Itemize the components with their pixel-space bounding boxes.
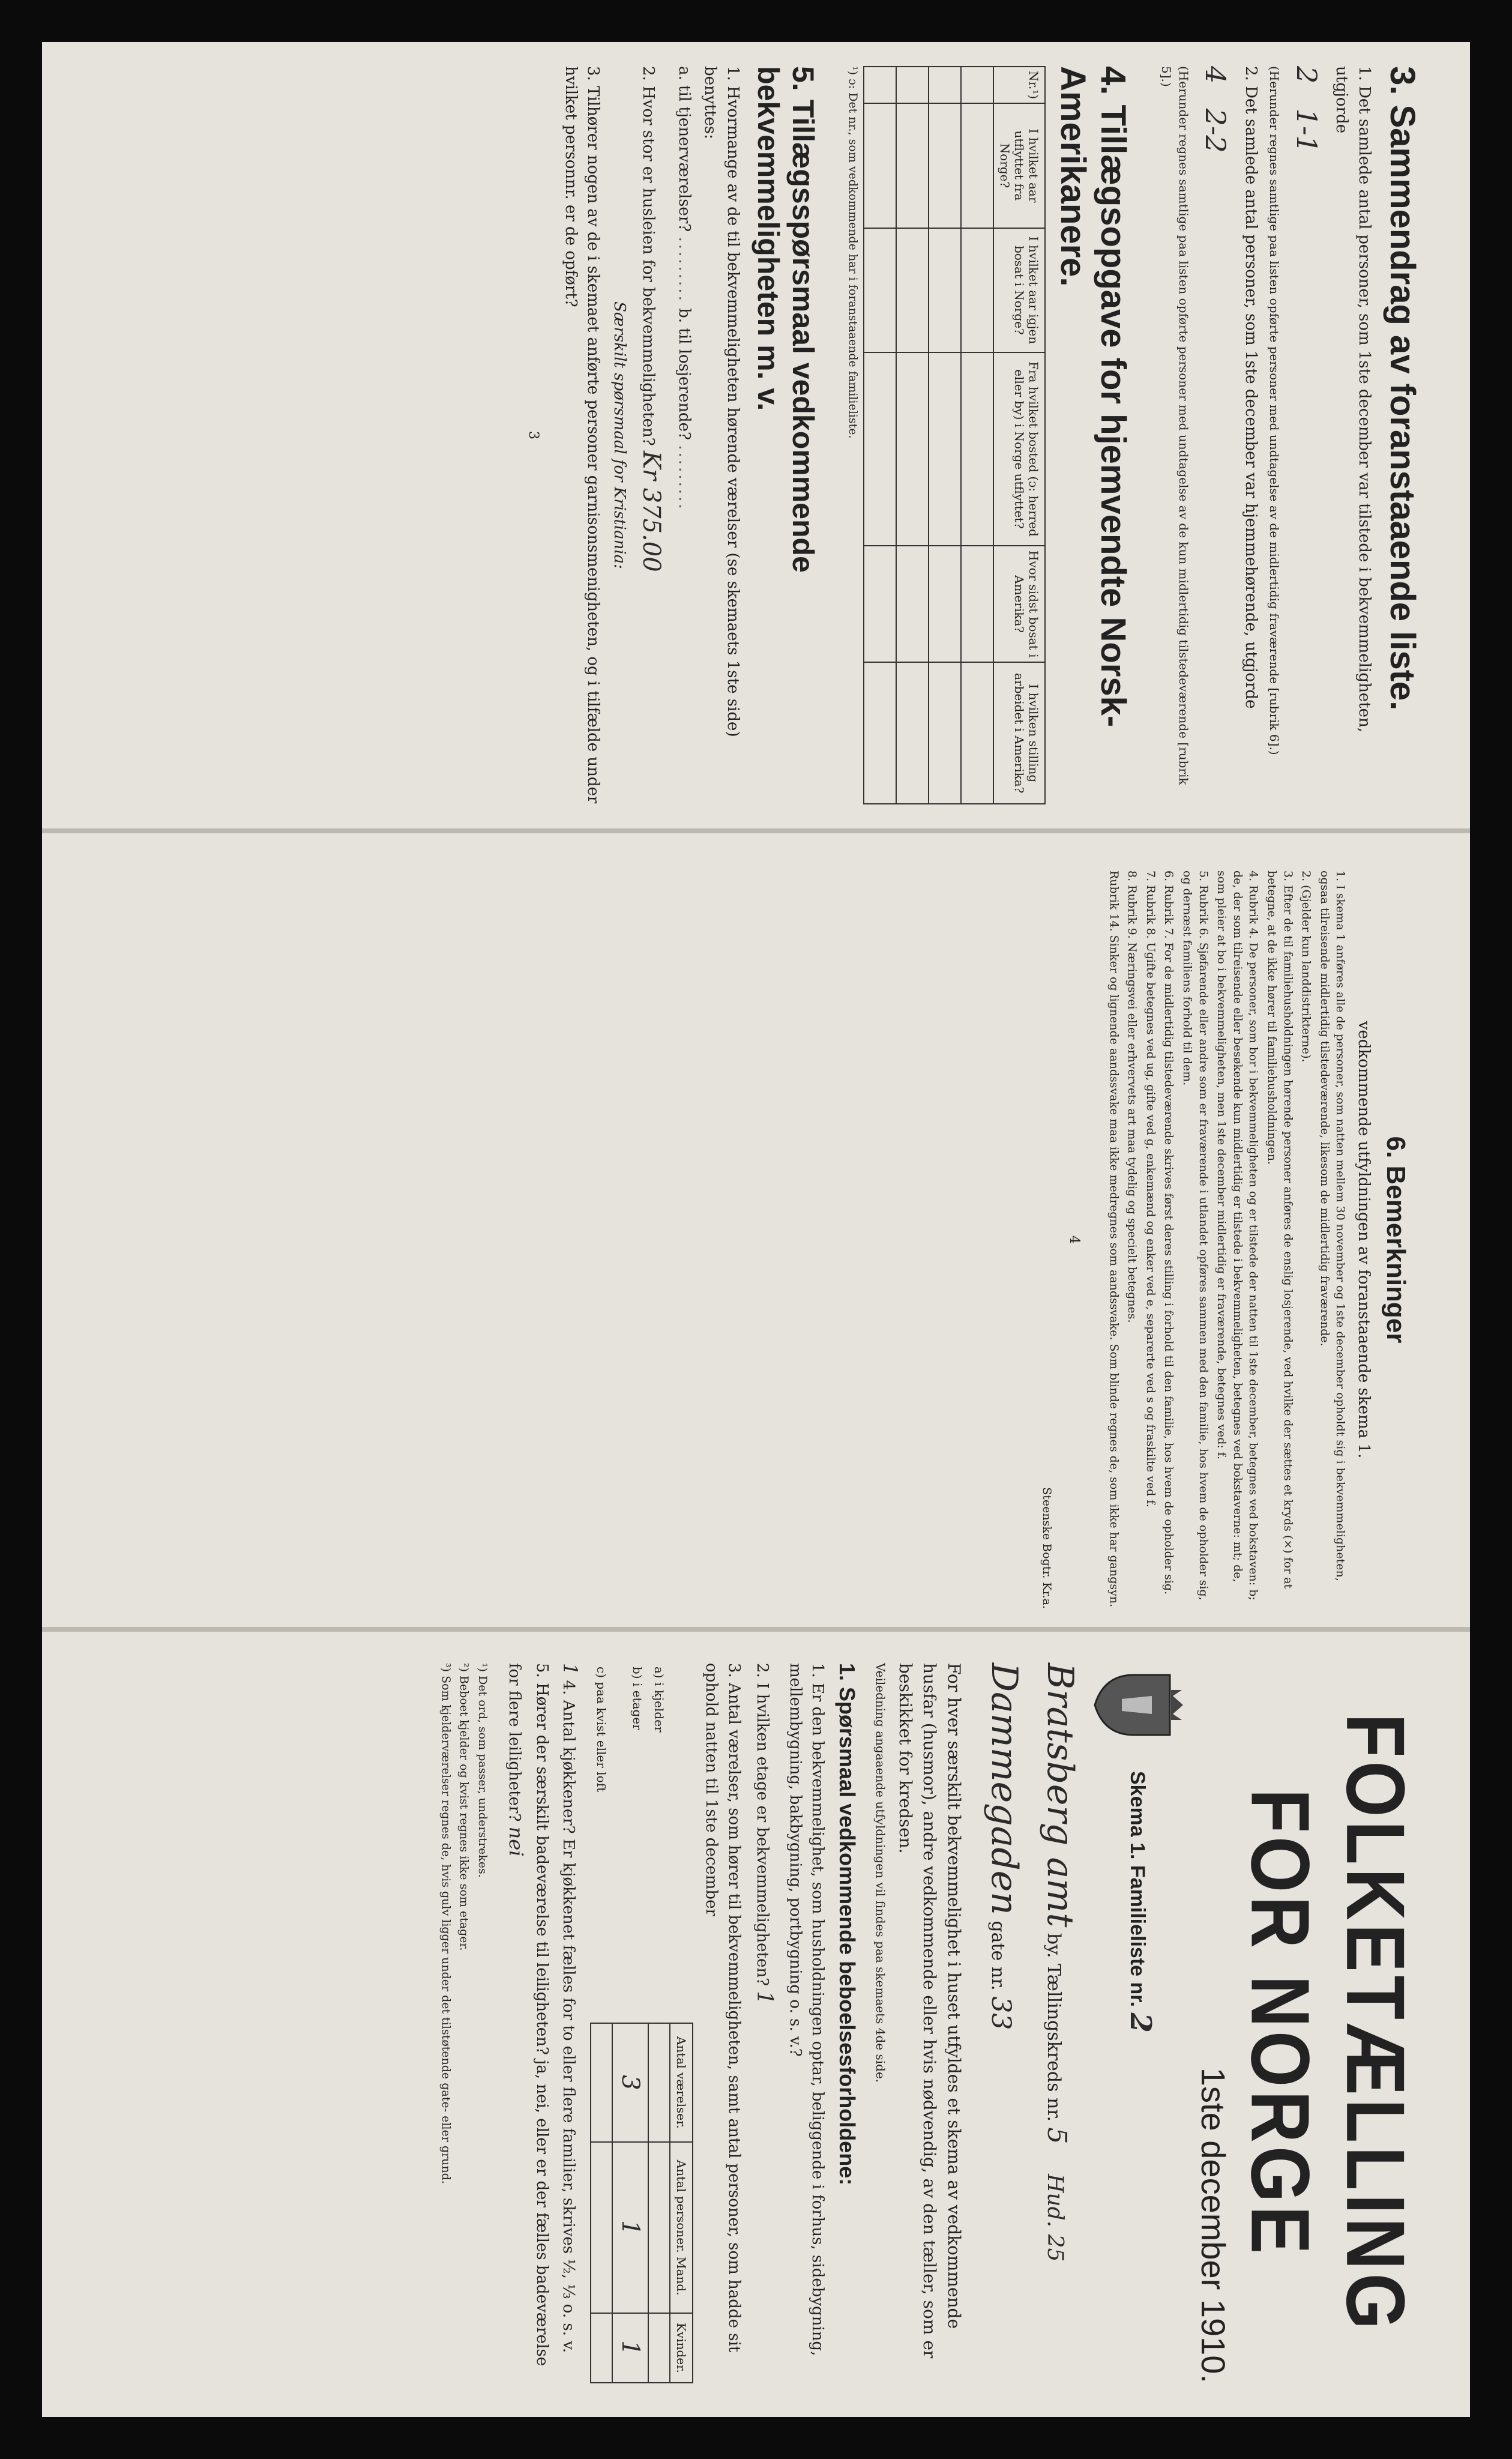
census-sheet xyxy=(42,42,1470,2417)
question-4-label: 4. Antal kjøkkener? Er kjøkkenet fælles for to eller flere familier, skrives ½, ⅓ o. s. v. xyxy=(559,1680,578,2353)
col-men: Antal personer. Mand. xyxy=(670,2142,693,2313)
sec3-item-2: 2. Det samlede antal personer, som 1ste december var hjemmehørende, utgjorde xyxy=(1241,66,1260,709)
rooms-table xyxy=(590,1663,693,2383)
footnote-3: ³) Som kjelderværelser regnes de, hvis gulv ligger under det tilstøtende gate- eller grund. xyxy=(439,1663,453,2184)
sec3-item-1: 1. Det samlede antal personer, som 1ste december var tilstede i bekvemmeligheten, utgjorde xyxy=(1333,66,1373,733)
sec5-item-2 xyxy=(634,66,669,804)
corner-note: Hud. 25 xyxy=(1043,2174,1067,2262)
table-row xyxy=(929,67,961,804)
remarks-subtitle: vedkommende utfyldningen av foranstaaende skema 1. xyxy=(1355,1021,1373,1459)
hand-resident-split: 2-2 xyxy=(1199,108,1232,153)
page-fold xyxy=(42,828,1470,833)
page-3 xyxy=(90,66,1423,804)
sec5-item-1: 1. Hvormange av de til bekvemmeligheten hørende værelser (se skemaets 1ste side) benyttes: xyxy=(701,66,742,737)
present-count xyxy=(1286,66,1327,804)
census-title: FOLKETÆLLING FOR NORGE xyxy=(1233,1713,1422,2333)
hand-resident: 4 xyxy=(1199,66,1232,84)
sec3-item-1-note: (Herunder regnes samtlige paa listen opførte personer med undtagelse av de midlertidig fraværende [rubrik 6].) xyxy=(1267,66,1282,755)
gate-label: gate nr. xyxy=(987,1920,1008,1991)
col-women: Kvinder. xyxy=(670,2313,693,2383)
hand-bath: nei xyxy=(505,1826,528,1857)
street-line xyxy=(978,1663,1030,2383)
remark-2: 2. (Gjelder kun landdistrikterne). xyxy=(1300,870,1313,1063)
row-cellar: a) i kjelder xyxy=(652,1667,667,1733)
kreds-nr: 5 xyxy=(1041,2127,1072,2144)
hand-present-split: 1-1 xyxy=(1290,108,1323,153)
printer-credit: Steenske Bogtr. Kr.a. xyxy=(1040,1487,1053,1609)
remarks-title: 6. Bemerkninger xyxy=(1381,1136,1411,1344)
col-last-residence: Hvor sidst bosat i Amerika? xyxy=(993,546,1045,663)
col-rooms: Antal værelser. xyxy=(670,2023,693,2143)
col-returned: I hvilket aar igjen bosat i Norge? xyxy=(993,228,1045,352)
question-2 xyxy=(748,1663,780,2383)
hand-rent: Kr 375.00 xyxy=(637,450,665,572)
american-table xyxy=(863,66,1046,804)
street-name: Dammegaden xyxy=(983,1663,1025,1915)
question-5-label: 5. Hører der særskilt badeværelse til leiligheten? ja, nei, eller er der fælles badeværelse for flere leiligheter? xyxy=(505,1663,551,2367)
gate-nr: 33 xyxy=(986,1996,1016,2030)
question-2-label: 2. I hvilken etage er bekvemmeligheten? xyxy=(753,1663,771,1987)
col-emigrated: I hvilket aar utflyttet fra Norge? xyxy=(993,103,1045,228)
remark-6: 6. Rubrik 7. For de midlertidig tilstedeværende skrives først deres stilling i forhold til den familie, hos hvem de opholder sig. xyxy=(1162,870,1176,1595)
col-occupation: I hvilken stilling arbeidet i Amerika? xyxy=(993,662,1045,804)
page-number: 4 xyxy=(1067,1236,1082,1244)
familieliste-nr: 2 xyxy=(1123,2012,1157,2033)
by-label: by. Tællingskreds nr. xyxy=(1043,1933,1064,2122)
sec5-item-1a: a. til tjenerværelser? ......... b. til losjerende? ......... xyxy=(675,66,693,511)
remark-5: 5. Rubrik 6. Sjøfarende eller andre som er fraværende i utlandet opføres sammen med den familie, hos hvem de opholder sig, og dernæst familiens forhold til dem. xyxy=(1180,870,1210,1601)
remark-1: 1. I skema 1 anføres alle de personer, som natten mellem 30 november og 1ste december opholdt sig i bekvemmeligheten, ogsaa tilreisende midlertidig tilstedeværende, likesom de midlertidig fraværende. xyxy=(1318,870,1348,1581)
remark-9: Rubrik 14. Sinker og lignende aandssvake maa ikke medregnes som aandssvake. Som blinde regnes de, som ikke har gangsyn. xyxy=(1107,870,1121,1608)
hand-kitchens: 1 xyxy=(559,1663,582,1676)
col-nr: Nr.¹) xyxy=(993,67,1045,103)
town-line xyxy=(1034,1663,1086,2383)
question-1: 1. Er den bekvemmelighet, som husholdningen optar, beliggende i forhus, sidebygning, mellembygning, bakbygning, portbygning o. s. v.? xyxy=(786,1663,827,2356)
cover-page xyxy=(78,1663,1423,2383)
footnote-2: ²) Beboet kjelder og kvist regnes ikke som etager. xyxy=(457,1663,471,1951)
intro-text: For hver særskilt bekvemmelighet i huset utfyldes et skema av vedkommende husfar (husmor), andre vedkommende eller hvis nødvendig, av den tæller, som er beskikket for kredsen. xyxy=(895,1663,964,2359)
remark-8: 8. Rubrik 9. Næringsvei eller erhvervets art maa tydelig og specielt betegnes. xyxy=(1125,870,1139,1323)
question-5 xyxy=(502,1663,553,2383)
resident-count xyxy=(1196,66,1236,804)
page-4 xyxy=(78,870,1423,1609)
page-fold xyxy=(42,1627,1470,1632)
hand-present: 2 xyxy=(1290,66,1323,84)
page-number: 3 xyxy=(525,431,541,439)
questions-title: 1. Spørsmaal vedkommende beboelsesforholdene: xyxy=(835,1663,860,2186)
coat-of-arms-icon xyxy=(1092,1663,1188,1747)
row-attic: c) paa kvist eller loft xyxy=(594,1667,609,1793)
table-row xyxy=(648,1663,670,2383)
section-5-title: 5. Tillægsspørsmaal vedkommende bekvemmeligheten m. v. xyxy=(751,66,820,573)
question-4 xyxy=(556,1663,584,2383)
row-floors: b) i etager xyxy=(630,1667,645,1730)
question-3: 3. Antal værelser, som hører til bekvemmeligheten, samt antal personer, som hadde sit ophold natten til 1ste december xyxy=(702,1663,743,2353)
table-row xyxy=(591,1663,612,2383)
census-date: 1ste december 1910. xyxy=(1194,2067,1232,2383)
lodger-rooms-label: b. til losjerende? xyxy=(675,308,693,440)
sec3-item-2-note: (Herunder regnes samtlige paa listen opførte personer med undtagelse av de kun midlertidig tilstedeværende [rubrik 5].) xyxy=(1158,66,1191,785)
skema-line xyxy=(1119,1771,1161,2033)
hand-floor: 1 xyxy=(751,1991,777,2005)
col-origin: Fra hvilket bosted (ɔ: herred eller by) i Norge utflyttet? xyxy=(993,352,1045,546)
servant-rooms-label: a. til tjenerværelser? xyxy=(675,66,693,232)
section-4-title: 4. Tillægsopgave for hjemvendte Norsk-Amerikanere. xyxy=(1053,66,1133,728)
remark-3: 3. Efter de til familiehusholdningen hørende personer anføres de enslig losjerende, ved hvilke der sættes et kryds (×) for at betegne, at de ikke hører til familiehusholdningen. xyxy=(1265,870,1295,1589)
sec5-item-3: 3. Tilhører nogen av de i skemaet anførte personer garnisonsmenigheten, og i tilfælde under hvilket personnr. er de opført? xyxy=(561,66,603,804)
table-row xyxy=(896,67,929,804)
remark-4: 4. Rubrik 4. De personer, som bor i bekvemmeligheten og er tilstede der natten til 1ste december, betegnes ved bokstaven: b; de, der som tilreisende eller besøkende kun midlertidig er tilstede i bekvemmeligheten, betegnes ved bokstaverne: mt; de, som pleier at bo i bekvemmeligheten, men 1ste december midlertidig er fraværende, betegnes ved: f. xyxy=(1215,870,1261,1601)
women-value: 1 xyxy=(612,2313,648,2383)
section-3-title: 3. Sammendrag av foranstaaende liste. xyxy=(1383,66,1422,711)
rooms-value: 3 xyxy=(612,2023,648,2143)
rent-label: 2. Hvor stor er husleien for bekvemmeligheten? xyxy=(639,66,657,446)
skema-label: Skema 1. Familieliste nr. xyxy=(1125,1771,1149,2008)
footnote-1: ¹) Det ord, som passer, understrekes. xyxy=(475,1663,489,1878)
men-value: 1 xyxy=(612,2142,648,2313)
table-row xyxy=(612,1663,648,2383)
table-row xyxy=(961,67,993,804)
town-name: Bratsberg amt xyxy=(1039,1663,1081,1928)
intro-note: Veiledning angaaende utfyldningen vil findes paa skemaets 4de side. xyxy=(873,1663,888,2083)
kristiania-label: Særskilt spørsmaal for Kristiania: xyxy=(610,301,628,569)
remark-7: 7. Rubrik 8. Ugifte betegnes ved ug, gifte ved g, enkemænd og enker ved e, separerte ved s og fraskilte ved f. xyxy=(1143,870,1157,1507)
table-row xyxy=(864,67,896,804)
sec4-footnote: ¹) ɔ: Det nr., som vedkommende har i foranstaaende familieliste. xyxy=(846,66,860,439)
